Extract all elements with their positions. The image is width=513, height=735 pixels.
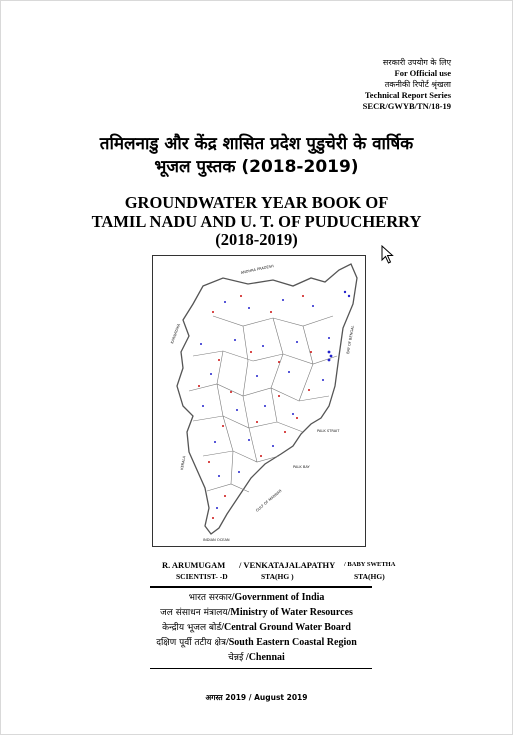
state-outline	[177, 264, 357, 534]
org-city	[0, 650, 513, 666]
author-3-name: / BABY SWETHA	[344, 561, 396, 568]
org-ministry-english: /Ministry of Water Resources	[227, 607, 353, 618]
org-board-hindi: केन्द्रीय भूजल बोर्ड	[162, 623, 222, 633]
org-city-english: /Chennai	[243, 652, 285, 663]
report-code: SECR/GWYB/TN/18-19	[362, 101, 451, 111]
author-1-role: SCIENTIST- -D	[176, 572, 228, 581]
divider-bottom	[150, 668, 372, 669]
org-region	[0, 635, 513, 651]
official-use-hindi: सरकारी उपयोग के लिए	[382, 58, 451, 67]
label-andhra: ANDHRA PRADESH	[240, 264, 275, 275]
author-1	[162, 559, 228, 583]
author-2	[239, 559, 335, 583]
report-series-hindi: तकनीकी रिपोर्ट श्रृंखला	[384, 80, 451, 89]
org-city-hindi: चेन्नई	[228, 653, 244, 663]
label-gulf: GULF OF MANNAR	[255, 488, 283, 513]
publication-date: अगस्त 2019 / August 2019	[205, 693, 308, 702]
org-government-hindi: भारत सरकार	[188, 593, 232, 603]
org-board	[0, 620, 513, 636]
org-government	[0, 590, 513, 606]
org-board-english: /Central Ground Water Board	[221, 622, 351, 633]
divider-top	[150, 586, 372, 588]
label-karnataka: KARNATAKA	[170, 323, 182, 345]
report-series-label: Technical Report Series	[364, 90, 451, 100]
org-government-english: /Government of India	[231, 592, 325, 603]
label-ocean: INDIAN OCEAN	[203, 538, 230, 542]
mouse-cursor-icon	[381, 245, 395, 265]
tamil-nadu-map	[152, 255, 366, 547]
author-3-role: STA(HG)	[354, 572, 385, 581]
label-bay: BAY OF BENGAL	[346, 325, 355, 355]
series-info	[363, 57, 451, 112]
official-use-label: For Official use	[394, 68, 451, 78]
label-kerala: KERALA	[180, 455, 187, 471]
hindi-title-line-2: भूजल पुस्तक (2018-2019)	[154, 157, 359, 177]
author-2-role: STA(HG )	[261, 572, 294, 581]
english-title-line-2: TAMIL NADU AND U. T. OF PUDUCHERRY	[91, 212, 422, 231]
author-3	[344, 559, 395, 583]
org-region-english: /South Eastern Coastal Region	[225, 637, 357, 648]
label-palk-bay: PALK BAY	[293, 465, 310, 469]
org-ministry	[0, 605, 513, 621]
org-ministry-hindi: जल संसाधन मंत्रालय	[160, 608, 228, 618]
english-title-line-1: GROUNDWATER YEAR BOOK OF	[124, 193, 389, 212]
author-2-name: / VENKATAJALAPATHY	[239, 560, 336, 570]
english-title-line-3: (2018-2019)	[215, 230, 298, 249]
label-palk-strait: PALK STRAIT	[317, 429, 340, 433]
map-figure	[153, 256, 365, 546]
author-1-name: R. ARUMUGAM	[162, 560, 226, 570]
org-region-hindi: दक्षिण पूर्वी तटीय क्षेत्र	[156, 638, 226, 648]
hindi-title-line-1: तमिलनाडु और केंद्र शासित प्रदेश पुडुचेरी के वार्षिक	[99, 134, 414, 154]
